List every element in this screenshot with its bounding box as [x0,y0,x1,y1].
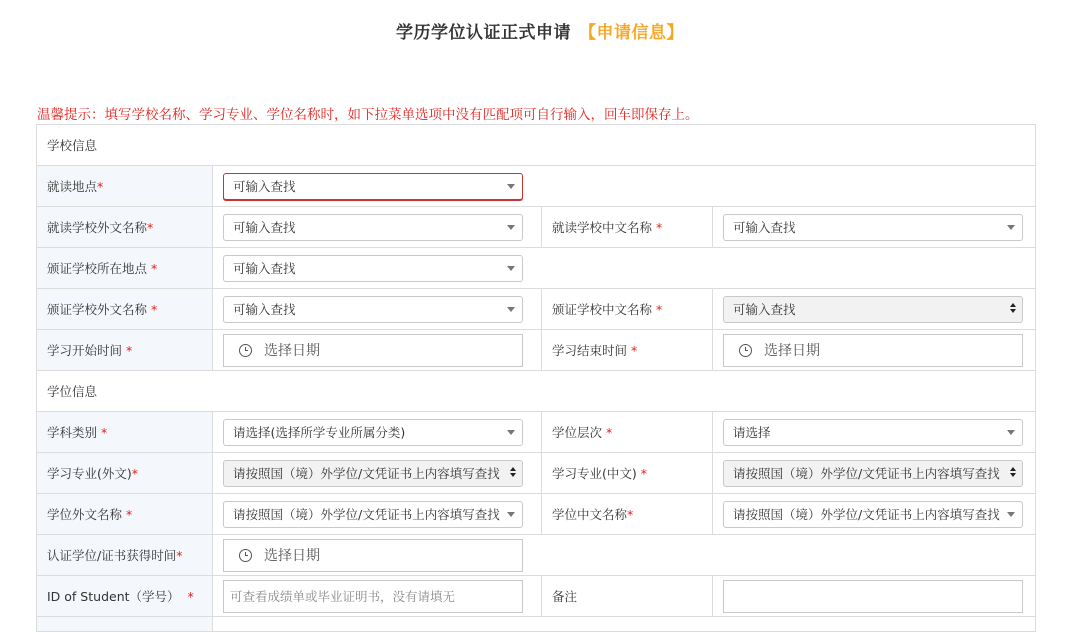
chevron-down-icon [1007,430,1015,435]
chevron-down-icon [507,225,515,230]
award-date-picker[interactable]: 选择日期 [223,539,523,572]
start-date-picker[interactable]: 选择日期 [223,334,523,367]
title-subtitle: 【申请信息】 [579,23,684,43]
degree-level-label: 学位层次 * [542,412,713,453]
chevron-down-icon [1007,512,1015,517]
major-chinese-label: 学习专业(中文) * [542,453,713,494]
issuing-chinese-name-label: 颁证学校中文名称 * [542,289,713,330]
study-location-select[interactable]: 可输入查找 [223,173,523,200]
subject-category-label: 学科类别 * [37,412,213,453]
school-foreign-name-select[interactable]: 可输入查找 [223,214,523,241]
updown-arrows-icon [1009,303,1017,317]
issuing-chinese-name-select[interactable]: 可输入查找 [723,296,1023,323]
chevron-down-icon [1007,225,1015,230]
updown-arrows-icon [1009,467,1017,481]
degree-foreign-name-select[interactable]: 请按照国（境）外学位/文凭证书上内容填写查找 [223,501,523,528]
section-school-info: 学校信息 [37,125,1036,166]
chevron-down-icon [507,266,515,271]
remarks-label: 备注 [542,576,713,617]
issuing-location-select[interactable]: 可输入查找 [223,255,523,282]
degree-foreign-name-label: 学位外文名称 * [37,494,213,535]
degree-chinese-name-select[interactable]: 请按照国（境）外学位/文凭证书上内容填写查找 [723,501,1023,528]
next-row-label [37,617,213,632]
clock-icon [239,344,252,357]
warm-tip: 温馨提示：填写学校名称、学习专业、学位名称时，如下拉菜单选项中没有匹配项可自行输入，回车即保存上。 [37,107,699,123]
school-foreign-name-label: 就读学校外文名称* [37,207,213,248]
clock-icon [739,344,752,357]
clock-icon [239,549,252,562]
remarks-input[interactable] [723,580,1023,613]
issuing-foreign-name-select[interactable]: 可输入查找 [223,296,523,323]
next-row-value [213,617,1036,632]
major-chinese-select[interactable]: 请按照国（境）外学位/文凭证书上内容填写查找 [723,460,1023,487]
major-foreign-label: 学习专业(外文)* [37,453,213,494]
end-date-picker[interactable]: 选择日期 [723,334,1023,367]
section-degree-info: 学位信息 [37,371,1036,412]
chevron-down-icon [507,184,515,189]
application-form [36,124,1036,632]
issuing-foreign-name-label: 颁证学校外文名称 * [37,289,213,330]
student-id-input[interactable]: 可查看成绩单或毕业证明书，没有请填无 [223,580,523,613]
student-id-label: ID of Student（学号） * [37,576,213,617]
degree-level-select[interactable]: 请选择 [723,419,1023,446]
degree-chinese-name-label: 学位中文名称* [542,494,713,535]
school-chinese-name-select[interactable]: 可输入查找 [723,214,1023,241]
updown-arrows-icon [509,467,517,481]
end-date-label: 学习结束时间 * [542,330,713,371]
major-foreign-select[interactable]: 请按照国（境）外学位/文凭证书上内容填写查找 [223,460,523,487]
page-title [0,18,1080,43]
study-location-label: 就读地点* [37,166,213,207]
chevron-down-icon [507,430,515,435]
start-date-label: 学习开始时间 * [37,330,213,371]
award-date-label: 认证学位/证书获得时间* [37,535,213,576]
chevron-down-icon [507,307,515,312]
title-text: 学历学位认证正式申请 [396,23,571,43]
chevron-down-icon [507,512,515,517]
issuing-location-label: 颁证学校所在地点 * [37,248,213,289]
subject-category-select[interactable]: 请选择(选择所学专业所属分类) [223,419,523,446]
school-chinese-name-label: 就读学校中文名称 * [542,207,713,248]
